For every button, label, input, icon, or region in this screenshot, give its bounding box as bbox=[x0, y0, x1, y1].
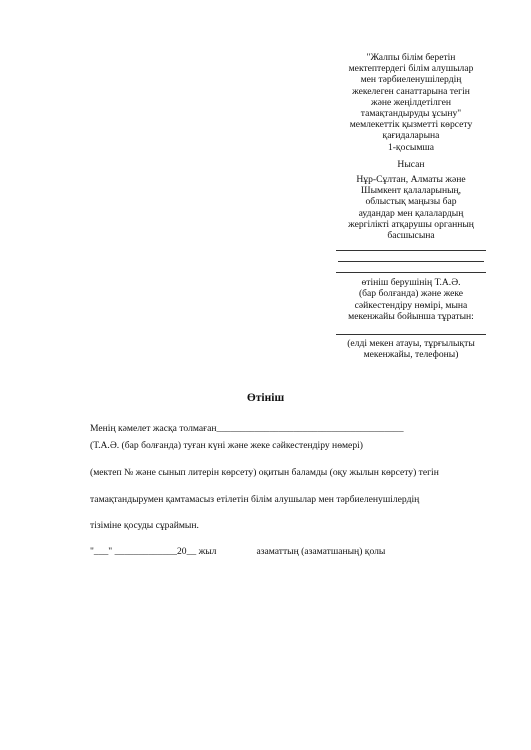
addressee-line: Нұр-Сұлтан, Алматы және bbox=[356, 174, 466, 186]
applicant-line: сәйкестендіру нөмірі, мына bbox=[354, 299, 468, 311]
annex-line: "Жалпы білім беретін bbox=[366, 52, 456, 63]
header-block bbox=[332, 52, 490, 360]
blank-line bbox=[336, 334, 486, 335]
body-line: Менің кәмелет жасқа толмаған_______________________________________ bbox=[90, 423, 404, 434]
address-hint-line: (елді мекен атауы, тұрғылықты bbox=[347, 338, 475, 350]
blank-line bbox=[338, 261, 484, 262]
annex-line: жекелеген санаттарына тегін bbox=[352, 85, 470, 97]
signature-row bbox=[90, 546, 385, 557]
applicant-line: өтініш берушінің Т.А.Ә. bbox=[361, 277, 461, 289]
annex-line: қағидаларына bbox=[382, 130, 440, 142]
signature-label: азаматтың (азаматшаның) қолы bbox=[256, 546, 386, 557]
applicant-info bbox=[332, 277, 490, 322]
annex-line: мемлекеттік қызметті көрсету bbox=[349, 119, 473, 131]
applicant-line: мекенжайы бойынша тұратын: bbox=[348, 310, 474, 322]
blank-line bbox=[336, 272, 486, 273]
annex-line: мектептердегі білім алушылар bbox=[348, 63, 474, 75]
addressee-line: аудандар мен қалалардың bbox=[358, 207, 464, 219]
annex-line: тамақтандыруды ұсыну" bbox=[360, 108, 462, 120]
body-line: тізіміне қосуды сұраймын. bbox=[90, 520, 199, 531]
body-line: (Т.А.Ә. (бар болғанда) туған күні және жеке сәйкестендіру нөмері) bbox=[90, 440, 363, 451]
applicant-line: (бар болғанда) және жеке bbox=[358, 288, 464, 300]
addressee-line: басшысына bbox=[387, 230, 435, 242]
addressee-line: облыстық маңызы бар bbox=[365, 196, 457, 208]
annex-line: және жеңілдетілген bbox=[370, 96, 451, 108]
annex-reference bbox=[332, 52, 490, 153]
annex-line: мен тәрбиеленушілердің bbox=[360, 74, 462, 86]
blank-line bbox=[336, 250, 486, 251]
date-field: "___" _____________20__ жыл bbox=[90, 546, 217, 557]
address-hint-line: мекенжайы, телефоны) bbox=[363, 349, 459, 361]
body-line: тамақтандырумен қамтамасыз етілетін білім алушылар мен тәрбиеленушілердің bbox=[90, 494, 420, 505]
body-line: (мектеп № және сынып литерін көрсету) оқитын баламды (оқу жылын көрсету) тегін bbox=[90, 467, 439, 478]
document-title: Өтініш bbox=[246, 392, 285, 404]
addressee-line: Шымкент қалаларының, bbox=[360, 185, 462, 197]
address-hint bbox=[332, 338, 490, 360]
addressee bbox=[332, 174, 490, 241]
annex-line: 1-қосымша bbox=[387, 141, 435, 153]
addressee-line: жергілікті атқарушы органның bbox=[348, 218, 474, 230]
form-label: Нысан bbox=[397, 158, 425, 170]
